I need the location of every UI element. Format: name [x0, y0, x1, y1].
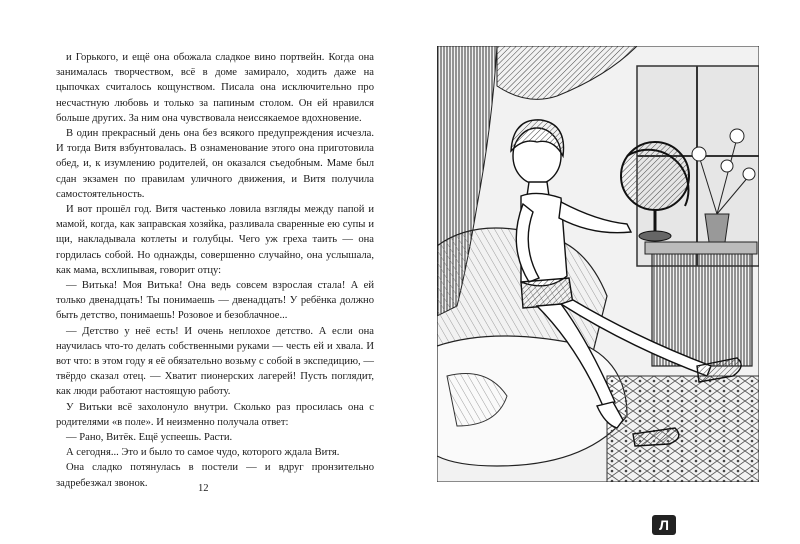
paragraph: В один прекрасный день она без всякого предупреждения исчезла. И тогда Витя взбунтовалась. В ознаменование этого она приготовила обед, и, к изумлению родителей, он оказался съедобным. Маме был сдан экзамен по правилам уличного движения, и Витя получила самостоятельность.	[56, 128, 374, 200]
illustration	[437, 46, 759, 482]
paragraph: У Витьки всё захолонуло внутри. Сколько раз просилась она с родителями «в поле». И неизменно получала ответ:	[56, 401, 374, 428]
paragraph: — Витька! Моя Витька! Она ведь совсем взрослая стала! А ей только двенадцать! Ты понимаешь — двенадцать! У ребёнка должно быть детство, понимаешь! Розовое и безоблачное...	[56, 280, 374, 322]
text-page	[56, 50, 374, 491]
paragraph: — Рано, Витёк. Ещё успеешь. Расти.	[66, 432, 233, 444]
paragraph: А сегодня... Это и было то самое чудо, которого ждала Витя.	[66, 447, 340, 459]
page-number: 12	[198, 483, 209, 494]
windowsill	[645, 242, 757, 254]
publisher-logo-badge: Л	[652, 515, 676, 535]
paragraph: — Детство у неё есть! И очень неплохое детство. А если она научилась что-то делать собственными руками — честь ей и хвала. И вот что: в этом году я её обязательно возьму с собой в экспедицию, — твёрдо сказал отец. — Хватит пионерских лагерей! Пусть поглядит, как люди работают настоящую работу.	[56, 325, 374, 398]
paragraph: Она сладко потянулась в постели — и вдруг пронзительно задребезжал звонок.	[56, 462, 374, 489]
paragraph: и Горького, и ещё она обожала сладкое вино портвейн. Когда она занималась творчеством, всё в доме замирало, ходить даже на цыпочках считалось кощунством. Писала она исключительно про несчастную любовь и только за папиным столом. Он ей нравился больше других. За ним она чувствовала неиссякаемое вдохновение.	[56, 52, 374, 124]
rug	[607, 376, 759, 482]
paragraph: И вот прошёл год. Витя частенько ловила взгляды между папой и мамой, когда, как заправская хозяйка, разливала сваренные ею супы и щи, накладывала котлеты и голубцы. Чего уж греха таить — она гордилась собой. Но однажды, совершенно случайно, она услышала, как мама, всхлипывая, говорит отцу:	[56, 204, 374, 276]
flower-pot	[705, 214, 729, 242]
